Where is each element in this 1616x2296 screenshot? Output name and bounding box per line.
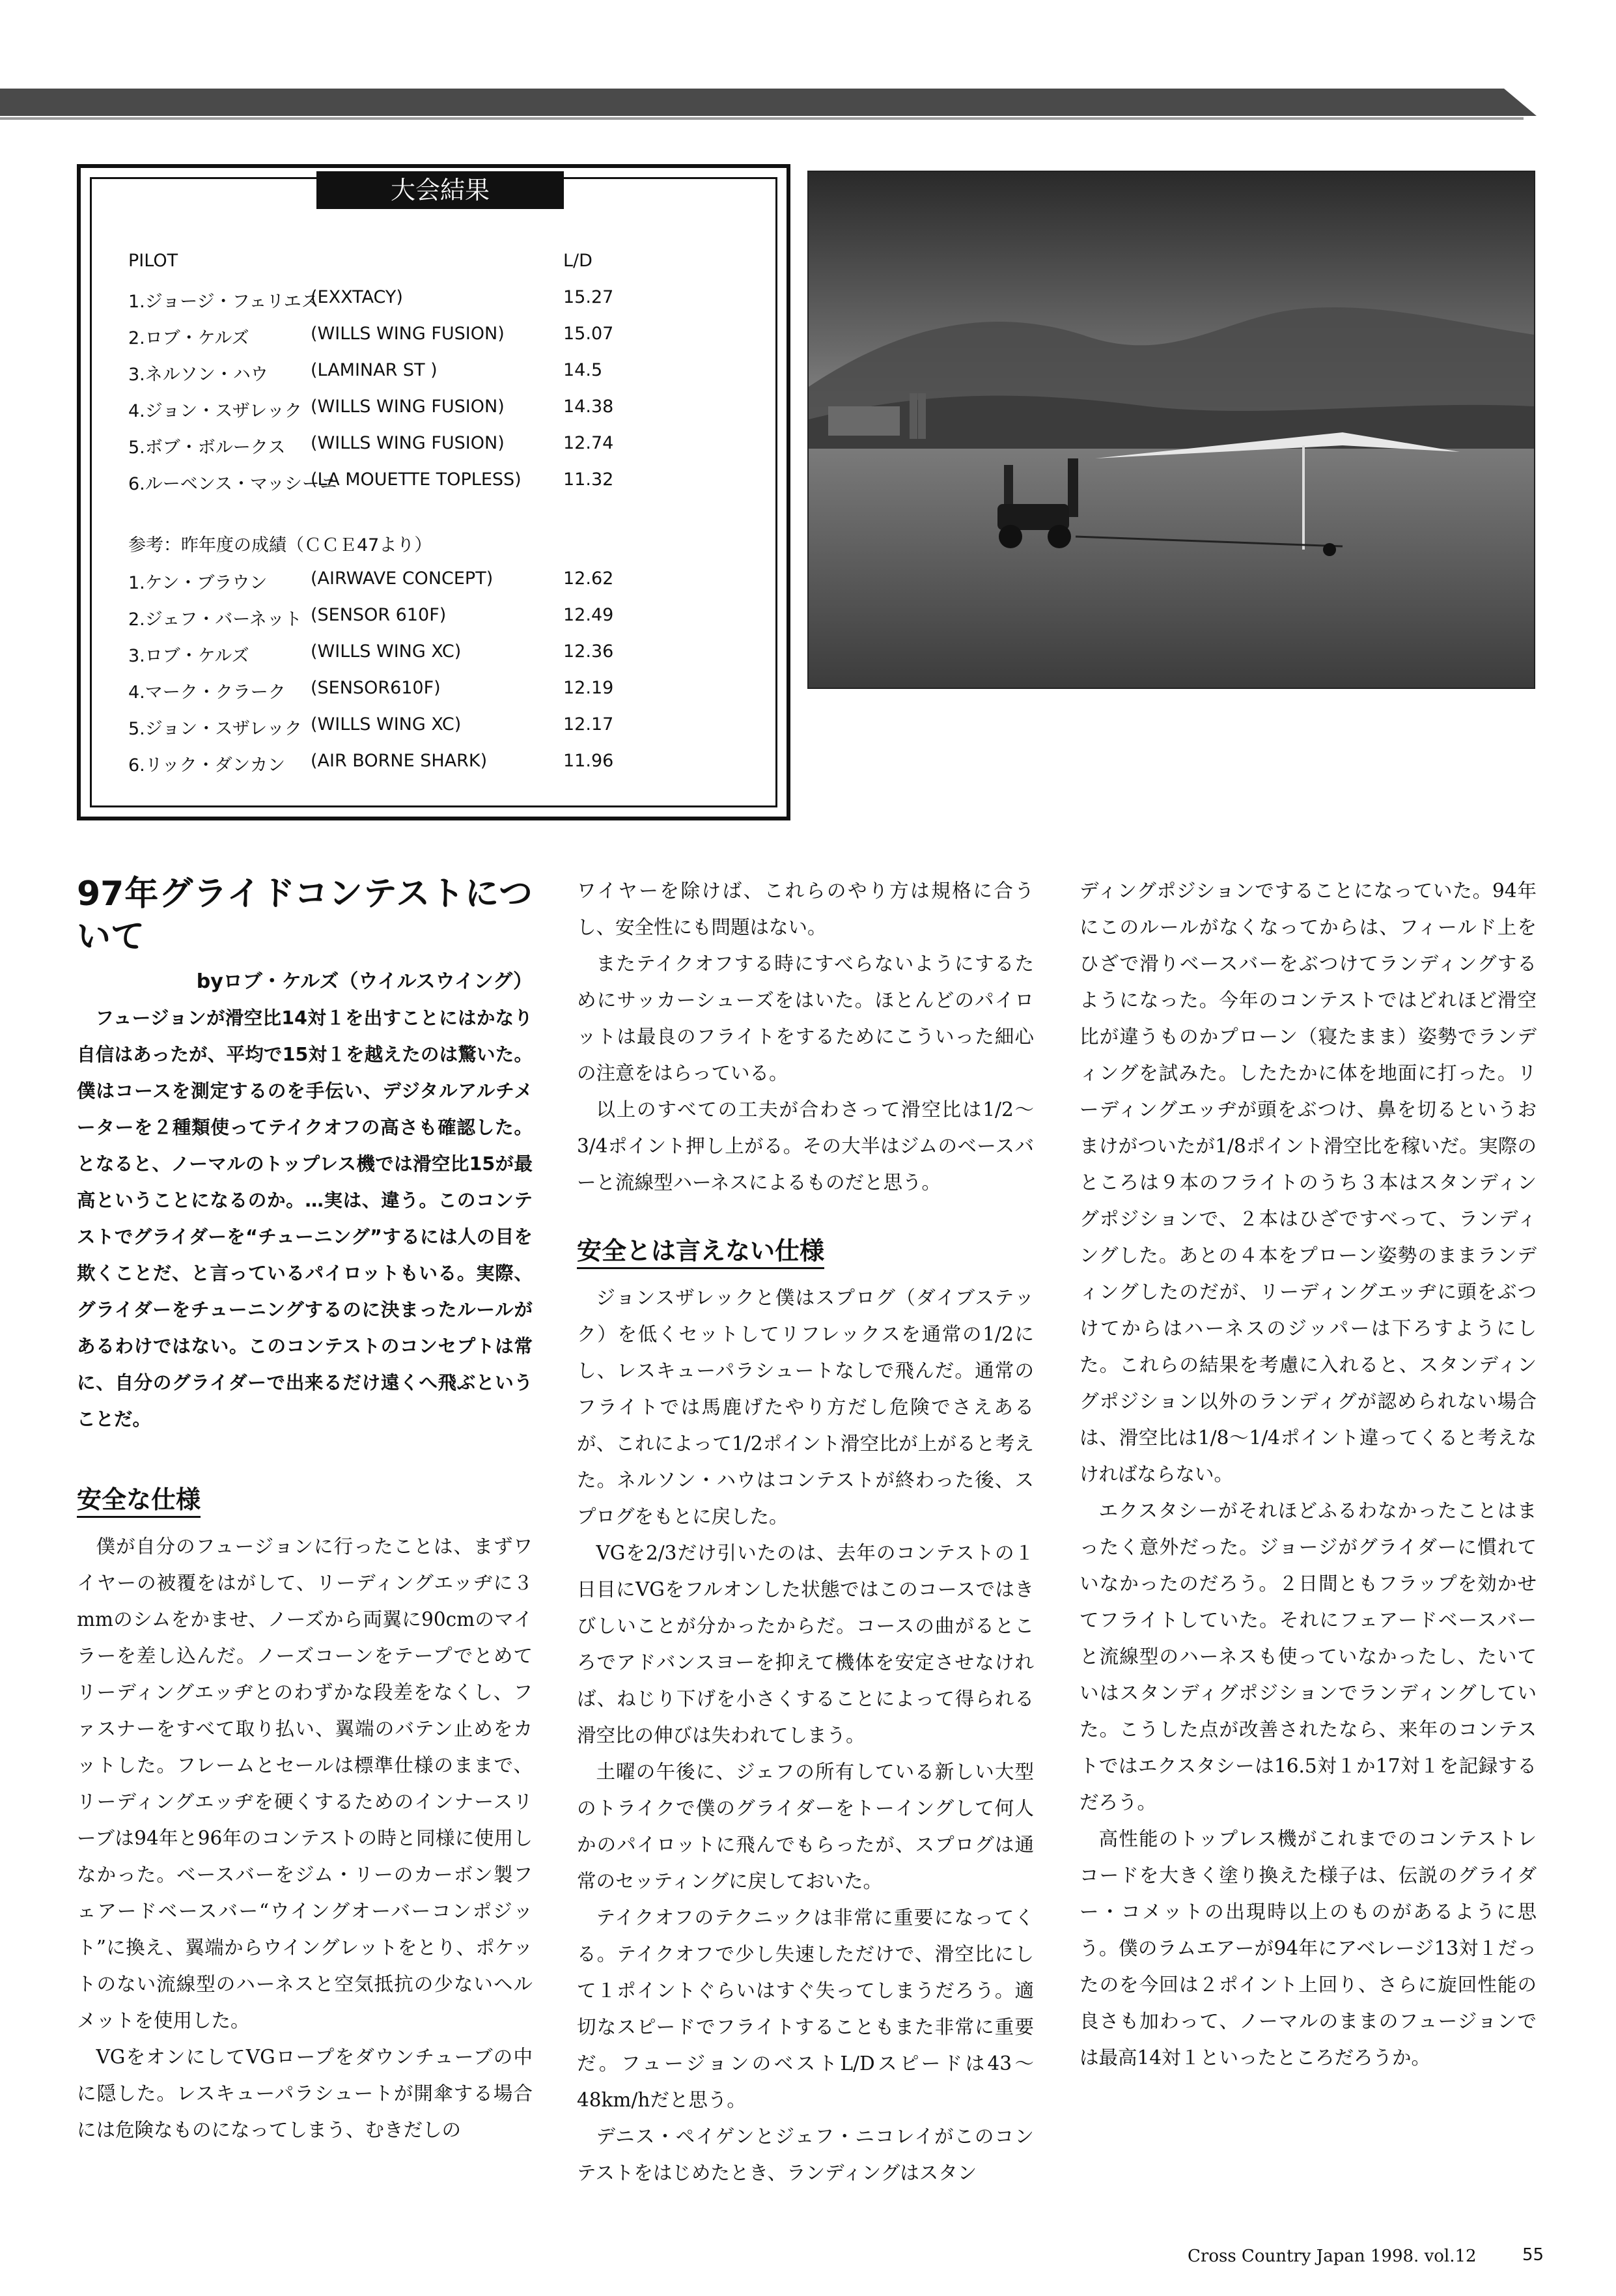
body-paragraph: またテイクオフする時にすべらないようにするためにサッカーシューズをはいた。ほとんどのパイロットは最良のフライトをするためにこういった細心の注意をはらっている。 [577, 953, 1034, 1084]
top-banner-bar [0, 89, 1537, 116]
results-cell-glider: (EXXTACY) [311, 287, 403, 307]
results-cell-name: 1.ジョージ・フェリエス [128, 292, 319, 312]
article-title: 97年グライドコンテストについて [77, 875, 533, 957]
top-banner-rule [0, 117, 1524, 120]
article-byline: byロブ・ケルズ（ウイルスウイング） [196, 970, 533, 993]
results-cell-ld: 11.96 [563, 751, 614, 771]
results-row [128, 287, 714, 324]
body-paragraph: 僕が自分のフュージョンに行ったことは、まずワイヤーの被覆をはがして、リーディングエッヂに３mmのシムをかませ、ノーズから両翼に90cmのマイラーを差し込んだ。ノーズコーンをテープでとめてリーディングエッヂとのわずかな段差をなくし、ファスナーをすべて取り払い、翼端のバテン止めをカットした。フレームとセールは標準仕様のままで、リーディングエッヂを硬くするためのインナースリーブは94年と96年のコンテストの時と同様に使用しなかった。ベースバーをジム・リーのカーボン製フェアードベースバー“ウイングオーバーコンポジット”に換え、翼端からウイングレットをとり、ポケットのない流線型のハーネスと空気抵抗の少ないヘルメットを使用した。 [77, 1535, 533, 2032]
results-cell-glider: (SENSOR 610F) [311, 605, 447, 625]
results-cell-ld: 12.74 [563, 433, 614, 453]
results-row [128, 360, 714, 397]
results-cell-name: 4.マーク・クラーク [128, 682, 286, 703]
results-cell-name: 2.ジェフ・バーネット [128, 609, 302, 630]
results-box [77, 164, 790, 820]
results-cell-name: 6.ルーベンス・マッシーニ [128, 474, 337, 494]
results-cell-ld: 14.5 [563, 360, 603, 380]
results-cell-glider: (WILLS WING FUSION) [311, 324, 505, 344]
footer-page-number: 55 [1522, 2245, 1544, 2265]
article-column-2 [577, 873, 1034, 2191]
results-cell-name: 3.ロブ・ケルズ [128, 646, 249, 666]
body-paragraph: デニス・ペイゲンとジェフ・ニコレイがこのコンテストをはじめたとき、ランディングはスタン [577, 2125, 1034, 2184]
results-cell-glider: (WILLS WING XC) [311, 714, 462, 735]
results-row [128, 605, 714, 641]
section-heading-safe-spec: 安全な仕様 [77, 1483, 201, 1518]
results-row [128, 714, 714, 751]
results-cell-name: 6.リック・ダンカン [128, 755, 285, 776]
results-cell-name: 5.ボブ・ボルークス [128, 438, 286, 458]
reference-title [128, 531, 714, 568]
body-paragraph: ワイヤーを除けば、これらのやり方は規格に合うし、安全性にも問題はない。 [577, 880, 1034, 938]
results-cell-ld: 14.38 [563, 397, 614, 417]
body-paragraph: VGをオンにしてVGロープをダウンチューブの中に隠した。レスキューパラシュートが開傘する場合には危険なものになってしまう、むきだしの [77, 2046, 533, 2141]
photo-tow-launch [807, 171, 1535, 689]
article-column-1 [77, 873, 533, 2148]
article-column-3 [1080, 873, 1537, 2076]
results-row [128, 751, 714, 787]
results-cell-glider: (LA MOUETTE TOPLESS) [311, 469, 522, 490]
results-cell-ld: 12.19 [563, 678, 614, 698]
body-paragraph: ディングポジションですることになっていた。94年にこのルールがなくなってからは、フィールド上をひざで滑りベースバーをぶつけてランディングするようになった。今年のコンテストではどれほど滑空比が違うものかプローン（寝たまま）姿勢でランディングを試みた。したたかに体を地面に打った。リーディングエッヂが頭をぶつけ、鼻を切るというおまけがついたが1/8ポイント滑空比を稼いだ。実際のところは９本のフライトのうち３本はスタンディングポジションで、２本はひざですべって、ランディングした。あとの４本をプローン姿勢のままランディングしたのだが、リーディングエッヂに頭をぶつけてからはハーネスのジッパーは下ろすようにした。これらの結果を考慮に入れると、スタンディングポジション以外のランディグが認められない場合は、滑空比は1/8〜1/4ポイント違ってくると考えなければならない。 [1080, 880, 1537, 1485]
results-cell-name: 2.ロブ・ケルズ [128, 328, 249, 348]
results-cell-glider: (LAMINAR ST ) [311, 360, 438, 380]
results-title: 大会結果 [316, 171, 564, 209]
lead-paragraph: フュージョンが滑空比14対１を出すことにはかなり自信はあったが、平均で15対１を越えたのは驚いた。僕はコースを測定するのを手伝い、デジタルアルチメーターを２種類使ってテイクオフの高さも確認した。となると、ノーマルのトップレス機では滑空比15が最高ということになるのか。…実は、違う。このコンテストでグライダーを“チューニング”するには人の目を欺くことだ、と言っているパイロットもいる。実際、グライダーをチューニングするのに決まったルールがあるわけではない。このコンテストのコンセプトは常に、自分のグライダーで出来るだけ遠くへ飛ぶということだ。 [77, 1007, 533, 1430]
results-header-row [128, 251, 714, 287]
results-cell-ld: 12.36 [563, 641, 614, 662]
reference-title-text: 参考：昨年度の成績（ＣＣＥ47より） [128, 535, 432, 555]
footer-magazine: Cross Country Japan 1998. vol.12 [1188, 2247, 1477, 2266]
header-pilot: PILOT [128, 251, 178, 271]
results-cell-glider: (SENSOR610F) [311, 678, 441, 698]
results-row [128, 469, 714, 506]
results-row [128, 397, 714, 433]
results-cell-ld: 15.27 [563, 287, 614, 307]
results-cell-ld: 12.62 [563, 568, 614, 589]
article-lead [77, 1000, 533, 1438]
results-cell-ld: 11.32 [563, 469, 614, 490]
results-cell-glider: (WILLS WING XC) [311, 641, 462, 662]
results-inner-frame [90, 177, 777, 807]
body-paragraph: 以上のすべての工夫が合わさって滑空比は1/2〜3/4ポイント押し上がる。その大半はジムのベースバーと流線型ハーネスによるものだと思う。 [577, 1099, 1034, 1194]
results-table [128, 251, 714, 787]
results-cell-name: 3.ネルソン・ハウ [128, 365, 268, 385]
body-paragraph: エクスタシーがそれほどふるわなかったことはまったく意外だった。ジョージがグライダーに慣れていなかったのだろう。２日間ともフラップを効かせてフライトしていた。それにフェアードベースバーと流線型のハーネスも使っていなかったし、たいていはスタンディグポジションでランディングしていた。こうした点が改善されたなら、来年のコンテストではエクスタシーは16.5対１か17対１を記録するだろう。 [1080, 1500, 1537, 1813]
results-row [128, 433, 714, 469]
results-cell-name: 5.ジョン・スザレック [128, 719, 302, 739]
results-row [128, 678, 714, 714]
results-cell-glider: (AIRWAVE CONCEPT) [311, 568, 494, 589]
results-cell-glider: (WILLS WING FUSION) [311, 397, 505, 417]
results-cell-ld: 12.49 [563, 605, 614, 625]
body-paragraph: ジョンスザレックと僕はスプログ（ダイブステック）を低くセットしてリフレックスを通常の1/2にし、レスキューパラシュートなしで飛んだ。通常のフライトでは馬鹿げたやり方だし危険でさえあるが、これによって1/2ポイント滑空比が上がると考えた。ネルソン・ハウはコンテストが終わった後、スプログをもとに戻した。 [577, 1287, 1034, 1528]
results-cell-ld: 15.07 [563, 324, 614, 344]
section-heading-unsafe-spec: 安全とは言えない仕様 [577, 1235, 824, 1269]
results-cell-glider: (WILLS WING FUSION) [311, 433, 505, 453]
body-paragraph: 高性能のトップレス機がこれまでのコンテストレコードを大きく塗り換えた様子は、伝説のグライダー・コメットの出現時以上のものがあるように思う。僕のラムエアーが94年にアベレージ13対１だったのを今回は２ポイント上回り、さらに旋回性能の良さも加わって、ノーマルのままのフュージョンでは最高14対１といったところだろうか。 [1080, 1828, 1537, 2069]
results-cell-glider: (AIR BORNE SHARK) [311, 751, 488, 771]
header-ld: L/D [563, 251, 592, 271]
body-paragraph: VGを2/3だけ引いたのは、去年のコンテストの１日目にVGをフルオンした状態ではこのコースではきびしいことが分かったからだ。コースの曲がるところでアドバンスヨーを抑えて機体を安定させなければ、ねじり下げを小さくすることによって得られる滑空比の伸びは失われてしまう。 [577, 1542, 1034, 1746]
body-paragraph: 土曜の午後に、ジェフの所有している新しい大型のトライクで僕のグライダーをトーイングして何人かのパイロットに飛んでもらったが、スプログは通常のセッティングに戻しておいた。 [577, 1761, 1034, 1892]
photo-illustration [809, 172, 1534, 688]
results-cell-name: 1.ケン・ブラウン [128, 573, 268, 593]
results-row [128, 641, 714, 678]
results-cell-name: 4.ジョン・スザレック [128, 401, 302, 421]
body-paragraph: テイクオフのテクニックは非常に重要になってくる。テイクオフで少し失速しただけで、滑空比にして１ポイントぐらいはすぐ失ってしまうだろう。適切なスピードでフライトすることもまた非常に重要だ。フュージョンのベストL/Dスピードは43〜48km/hだと思う。 [577, 1907, 1034, 2111]
results-row [128, 568, 714, 605]
results-cell-ld: 12.17 [563, 714, 614, 735]
results-row [128, 324, 714, 360]
